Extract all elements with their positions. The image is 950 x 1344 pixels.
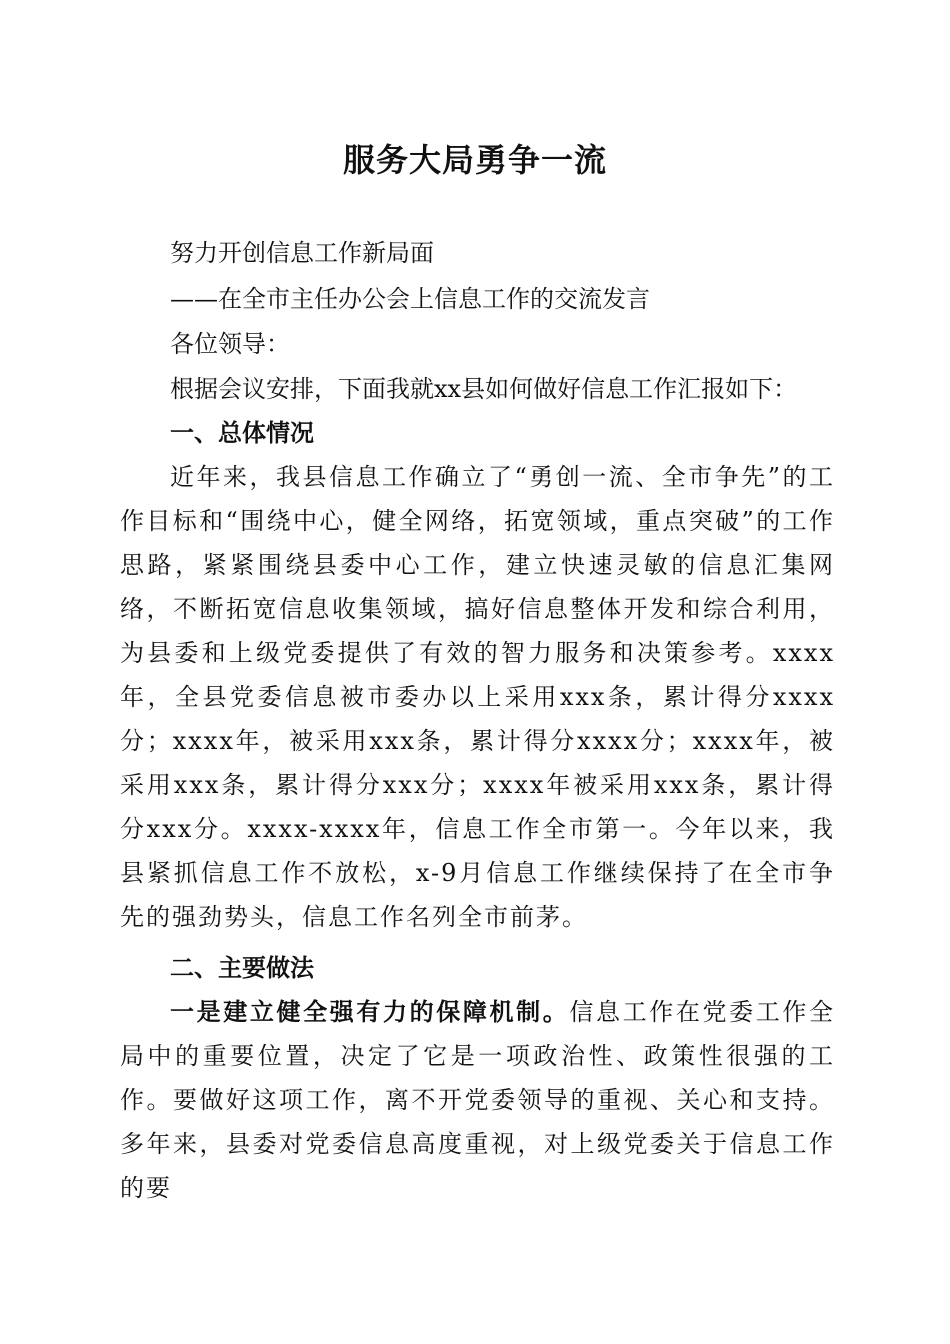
section-2-body: 信息工作在党委工作全局中的重要位置，决定了它是一项政治性、政策性很强的工作。要做好这项工作，离不开党委领导的重视、关心和支持。多年来，县委对党委信息高度重视，对上级党委关于信息工作的要 xyxy=(120,998,835,1202)
greeting: 各位领导： xyxy=(170,330,290,358)
document-subheading: ——在全市主任办公会上信息工作的交流发言 xyxy=(170,285,650,313)
section-heading-2: 二、主要做法 xyxy=(170,953,314,982)
document-title: 服务大局勇争一流 xyxy=(342,141,607,179)
section-heading-1: 一、总体情况 xyxy=(170,418,314,447)
section-2-paragraph xyxy=(120,990,835,1210)
section-1-paragraph: 近年来，我县信息工作确立了“勇创一流、全市争先”的工作目标和“围绕中心，健全网络，拓宽领域，重点突破”的工作思路，紧紧围绕县委中心工作，建立快速灵敏的信息汇集网络，不断拓宽信息收集领域，搞好信息整体开发和综合利用，为县委和上级党委提供了有效的智力服务和决策参考。xxxx年，全县党委信息被市委办以上采用xxx条，累计得分xxxx分；xxxx年，被采用xxx条，累计得分xxxx分；xxxx年，被采用xxx条，累计得分xxx分；xxxx年被采用xxx条，累计得分xxx分。xxxx-xxxx年，信息工作全市第一。今年以来，我县紧抓信息工作不放松，x-9月信息工作继续保持了在全市争先的强劲势头，信息工作名列全市前茅。 xyxy=(120,463,835,931)
document-subtitle: 努力开创信息工作新局面 xyxy=(170,239,434,267)
intro-paragraph: 根据会议安排，下面我就xx县如何做好信息工作汇报如下： xyxy=(170,375,798,403)
section-2-lead: 一是建立健全强有力的保障机制。 xyxy=(170,997,570,1026)
